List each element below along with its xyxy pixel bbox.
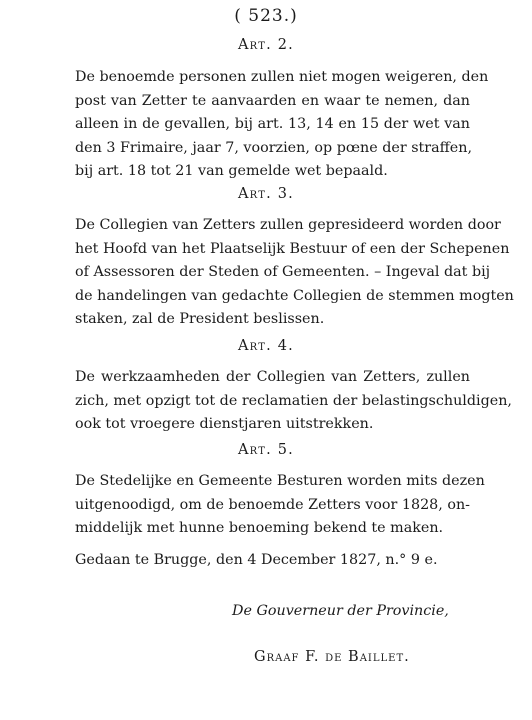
text-line: De benoemde personen zullen niet mogen weigeren, den (75, 69, 489, 85)
closing-line: Gedaan te Brugge, den 4 December 1827, n.° 9 e. (75, 552, 438, 568)
text-line: uitgenoodigd, om de benoemde Zetters voor 1828, on- (75, 496, 471, 513)
article-2-heading (0, 37, 532, 53)
text-line: het Hoofd van het Plaatselijk Bestuur of een der Schepenen (75, 240, 510, 257)
article-4-heading (0, 338, 532, 354)
text-line: De werkzaamheden der Collegien van Zetters, zullen (75, 369, 470, 385)
article-4-text (75, 366, 512, 437)
page-number: ( 523.) (234, 6, 298, 26)
text-line: den 3 Frimaire, jaar 7, voorzien, op pœne der straffen, (75, 139, 473, 156)
article-5-text (75, 470, 485, 541)
text-line: de handelingen van gedachte Collegien de stemmen mogten (75, 287, 514, 304)
article-heading: Art. 2. (238, 37, 294, 53)
closing-text (75, 549, 470, 573)
text-line: ook tot vroegere dienstjaren uitstrekken. (75, 416, 374, 432)
text-line: of Assessoren der Steden of Gemeenten. – Ingeval dat bij (75, 264, 491, 280)
text-line: middelijk met hunne benoeming bekend te maken. (75, 520, 444, 536)
text-line: zich, met opzigt tot de reclamatien der belastingschuldigen, (75, 392, 512, 409)
article-3-heading (0, 186, 532, 202)
signature-name: Graaf F. de Baillet. (254, 649, 410, 665)
article-5-heading (0, 442, 532, 458)
article-heading: Art. 5. (238, 442, 294, 458)
article-3-text (75, 214, 514, 332)
text-line: alleen in de gevallen, bij art. 13, 14 en 15 der wet van (75, 116, 470, 132)
signature-title: De Gouverneur der Provincie, (232, 603, 449, 619)
text-line: bij art. 18 tot 21 van gemelde wet bepaald. (75, 163, 388, 179)
text-line: post van Zetter te aanvaarden en waar te nemen, dan (75, 92, 470, 109)
text-line: staken, zal de President beslissen. (75, 311, 325, 327)
article-heading: Art. 3. (238, 186, 294, 202)
article-2-text (75, 66, 489, 184)
article-heading: Art. 4. (238, 338, 294, 354)
text-line: De Stedelijke en Gemeente Besturen worden mits dezen (75, 473, 485, 489)
text-line: De Collegien van Zetters zullen gepresideerd worden door (75, 217, 501, 233)
